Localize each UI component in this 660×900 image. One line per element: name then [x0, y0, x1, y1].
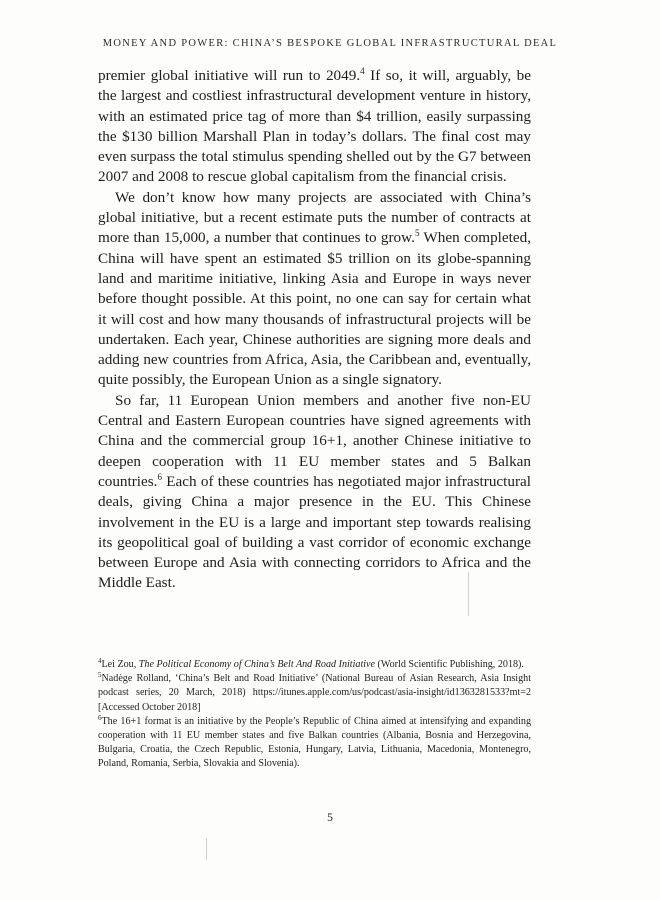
page-number: 5: [327, 812, 333, 824]
footnote: [98, 658, 531, 672]
text-run: When completed, China will have spent an estimated $5 trillion on its globe-spanning land and maritime initiative, linking Asia and Europe in ways never before thought possible. At this point, no one can say for certain what it will cost and how many thousands of infrastructural projects will be undertaken. Each year, Chinese authorities are signing more deals and adding new countries from Africa, Asia, the Caribbean and, eventually, quite possibly, the European Union as a single signatory.: [98, 229, 531, 389]
text-run: Lei Zou,: [101, 659, 139, 670]
scan-artifact-line: [206, 838, 207, 860]
text-run: premier global initiative will run to 2049.: [98, 67, 361, 84]
text-run: So far, 11 European Union members and another five non-EU Central and Eastern European countries have signed agreements with China and the commercial group 16+1, another Chinese initiative to deepen cooperation with 11 EU member states and 5 Balkan countries.: [98, 391, 531, 490]
text-run: Each of these countries has negotiated major infrastructural deals, giving China a major presence in the EU. This Chinese involvement in the EU is a large and important step towards realising its geopolitical goal of building a vast corridor of economic exchange between Europe and Asia with connecting corridors to Africa and the Middle East.: [98, 472, 531, 592]
body-text: [98, 66, 531, 594]
text-run: The 16+1 format is an initiative by the People’s Republic of China aimed at intensifying and expanding cooperation with 11 EU member states and five Balkan countries (Albania, Bosnia and Herzegovina, Bulgaria, Croatia, the Czech Republic, Estonia, Hungary, Latvia, Lithuania, Macedonia, Montenegro, Poland, Romania, Serbia, Slovakia and Slovenia).: [98, 715, 531, 770]
text-run: We don’t know how many projects are associated with China’s global initiative, but a recent estimate puts the number of contracts at more than 15,000, a number that continues to grow.: [98, 188, 531, 247]
scan-artifact-line: [468, 572, 469, 616]
footnote: [98, 672, 531, 715]
text-run: If so, it will, arguably, be the largest and costliest infrastructural development venture in history, with an estimated price tag of more than $4 trillion, easily surpassing the $130 billion Marshall Plan in today’s dollars. The final cost may even surpass the total stimulus spending shelled out by the G7 between 2007 and 2008 to rescue global capitalism from the financial crisis.: [98, 67, 531, 186]
footnote: [98, 715, 531, 772]
text-run: (World Scientific Publishing, 2018).: [375, 659, 524, 670]
footnote-number: 4: [98, 657, 102, 665]
paragraph: [98, 188, 531, 391]
footnote-number: 5: [98, 671, 102, 680]
running-head: MONEY AND POWER: CHINA’S BESPOKE GLOBAL INFRASTRUCTURAL DEAL: [102, 38, 558, 49]
cited-title: The Political Economy of China’s Belt And Road Initiative: [138, 659, 376, 670]
footnote-number: 6: [98, 713, 102, 722]
footnote-ref: 4: [360, 66, 365, 76]
paragraph: [98, 66, 531, 188]
footnote-ref: 6: [157, 471, 162, 482]
text-run: Nadège Rolland, ‘China’s Belt and Road Initiative’ (National Bureau of Asian Research, Asia Insight podcast series, 20 March, 2018) https://itunes.apple.com/us/podcast/asia-insight/id1363281533?mt=2 [Accessed October 2018]: [98, 673, 531, 713]
footnotes: [98, 658, 531, 772]
footnote-ref: 5: [414, 228, 420, 239]
paragraph: [98, 391, 531, 594]
